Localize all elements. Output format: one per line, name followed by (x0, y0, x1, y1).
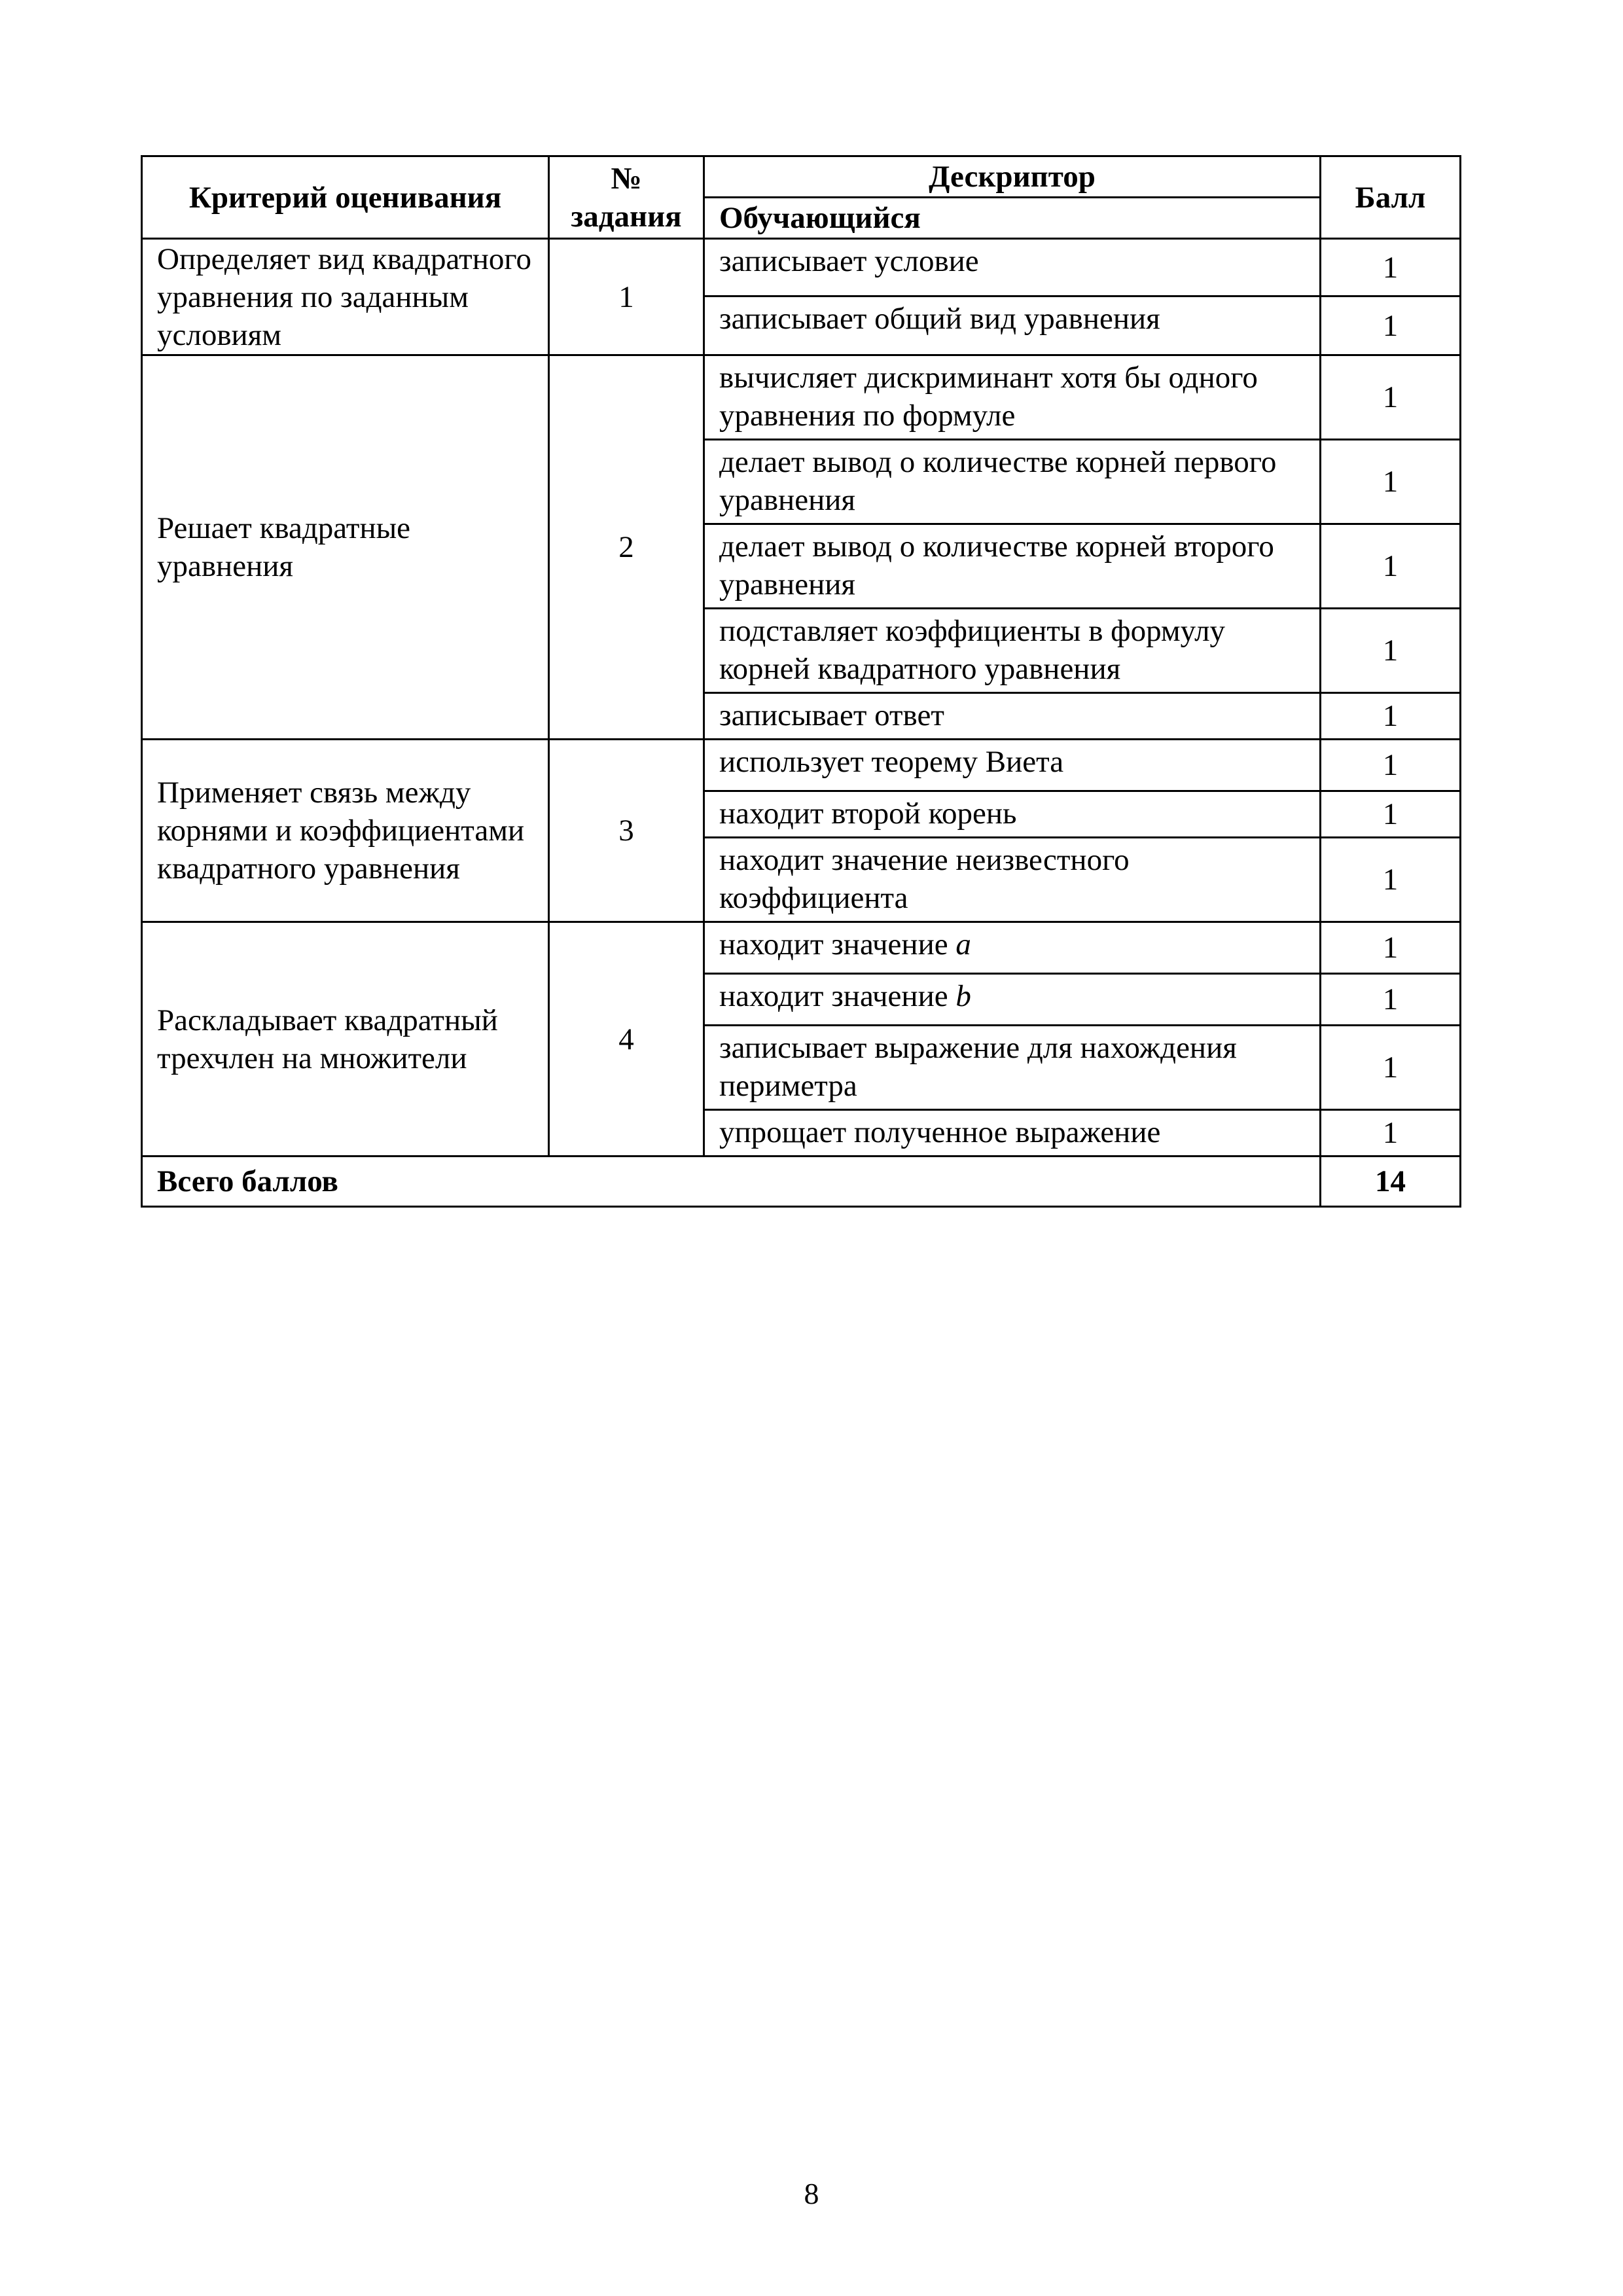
score-cell: 1 (1321, 355, 1461, 440)
score-cell: 1 (1321, 740, 1461, 791)
score-cell: 1 (1321, 524, 1461, 609)
criterion-cell: Решает квадратные уравнения (142, 355, 549, 740)
descriptor-cell (704, 740, 1321, 791)
score-cell: 1 (1321, 239, 1461, 296)
score-cell: 1 (1321, 440, 1461, 524)
header-criterion: Критерий оценивания (142, 156, 549, 239)
header-score: Балл (1321, 156, 1461, 239)
score-cell: 1 (1321, 791, 1461, 838)
score-cell: 1 (1321, 1026, 1461, 1110)
task-number-cell: 3 (549, 740, 704, 922)
score-cell: 1 (1321, 922, 1461, 974)
header-task-number-word: задания (571, 199, 682, 234)
table-row (142, 355, 1461, 440)
descriptor-text: использует теорему Виета (719, 745, 1064, 779)
task-number-cell: 2 (549, 355, 704, 740)
descriptor-text: находит значение (719, 927, 948, 961)
criterion-cell: Применяет связь между корнями и коэффициентами квадратного уравнения (142, 740, 549, 922)
descriptor-text: записывает условие (719, 244, 979, 278)
table-row (142, 239, 1461, 296)
criterion-cell: Определяет вид квадратного уравнения по заданным условиям (142, 239, 549, 355)
criterion-cell: Раскладывает квадратный трехчлен на множители (142, 922, 549, 1157)
header-task-number-sign: № (611, 161, 642, 196)
descriptor-cell (704, 296, 1321, 355)
descriptor-text: находит второй корень (719, 797, 1017, 831)
descriptor-text: находит значение неизвестного коэффициента (719, 843, 1130, 915)
descriptor-cell (704, 974, 1321, 1026)
descriptor-cell (704, 239, 1321, 296)
score-cell: 1 (1321, 609, 1461, 693)
descriptor-text: делает вывод о количестве корней первого уравнения (719, 445, 1277, 517)
descriptor-text: делает вывод о количестве корней второго уравнения (719, 529, 1274, 601)
score-cell: 1 (1321, 838, 1461, 922)
descriptor-text: записывает ответ (719, 698, 944, 732)
task-number-cell: 1 (549, 239, 704, 355)
descriptor-text: находит значение (719, 979, 948, 1013)
descriptor-cell (704, 1026, 1321, 1110)
score-cell: 1 (1321, 1110, 1461, 1157)
score-cell: 1 (1321, 296, 1461, 355)
descriptor-cell (704, 524, 1321, 609)
table-row (142, 922, 1461, 974)
rubric-body (142, 239, 1461, 1157)
assessment-rubric-table (141, 155, 1461, 1208)
descriptor-cell (704, 609, 1321, 693)
header-task-number (549, 156, 704, 239)
descriptor-variable: b (955, 979, 971, 1013)
descriptor-text: упрощает полученное выражение (719, 1115, 1161, 1149)
total-label: Всего баллов (142, 1157, 1321, 1207)
header-descriptor: Дескриптор (704, 156, 1321, 198)
table-row (142, 740, 1461, 791)
total-value: 14 (1321, 1157, 1461, 1207)
task-number-cell: 4 (549, 922, 704, 1157)
descriptor-cell (704, 922, 1321, 974)
descriptor-text: подставляет коэффициенты в формулу корней квадратного уравнения (719, 614, 1226, 686)
descriptor-cell (704, 355, 1321, 440)
descriptor-cell (704, 693, 1321, 740)
descriptor-cell (704, 440, 1321, 524)
descriptor-text: записывает выражение для нахождения периметра (719, 1031, 1237, 1103)
descriptor-text: вычисляет дискриминант хотя бы одного уравнения по формуле (719, 361, 1258, 433)
header-learner: Обучающийся (704, 198, 1321, 239)
descriptor-cell (704, 1110, 1321, 1157)
descriptor-text: записывает общий вид уравнения (719, 302, 1160, 336)
score-cell: 1 (1321, 974, 1461, 1026)
page-number: 8 (804, 2177, 819, 2210)
descriptor-cell (704, 791, 1321, 838)
score-cell: 1 (1321, 693, 1461, 740)
descriptor-variable: a (955, 927, 971, 961)
descriptor-cell (704, 838, 1321, 922)
